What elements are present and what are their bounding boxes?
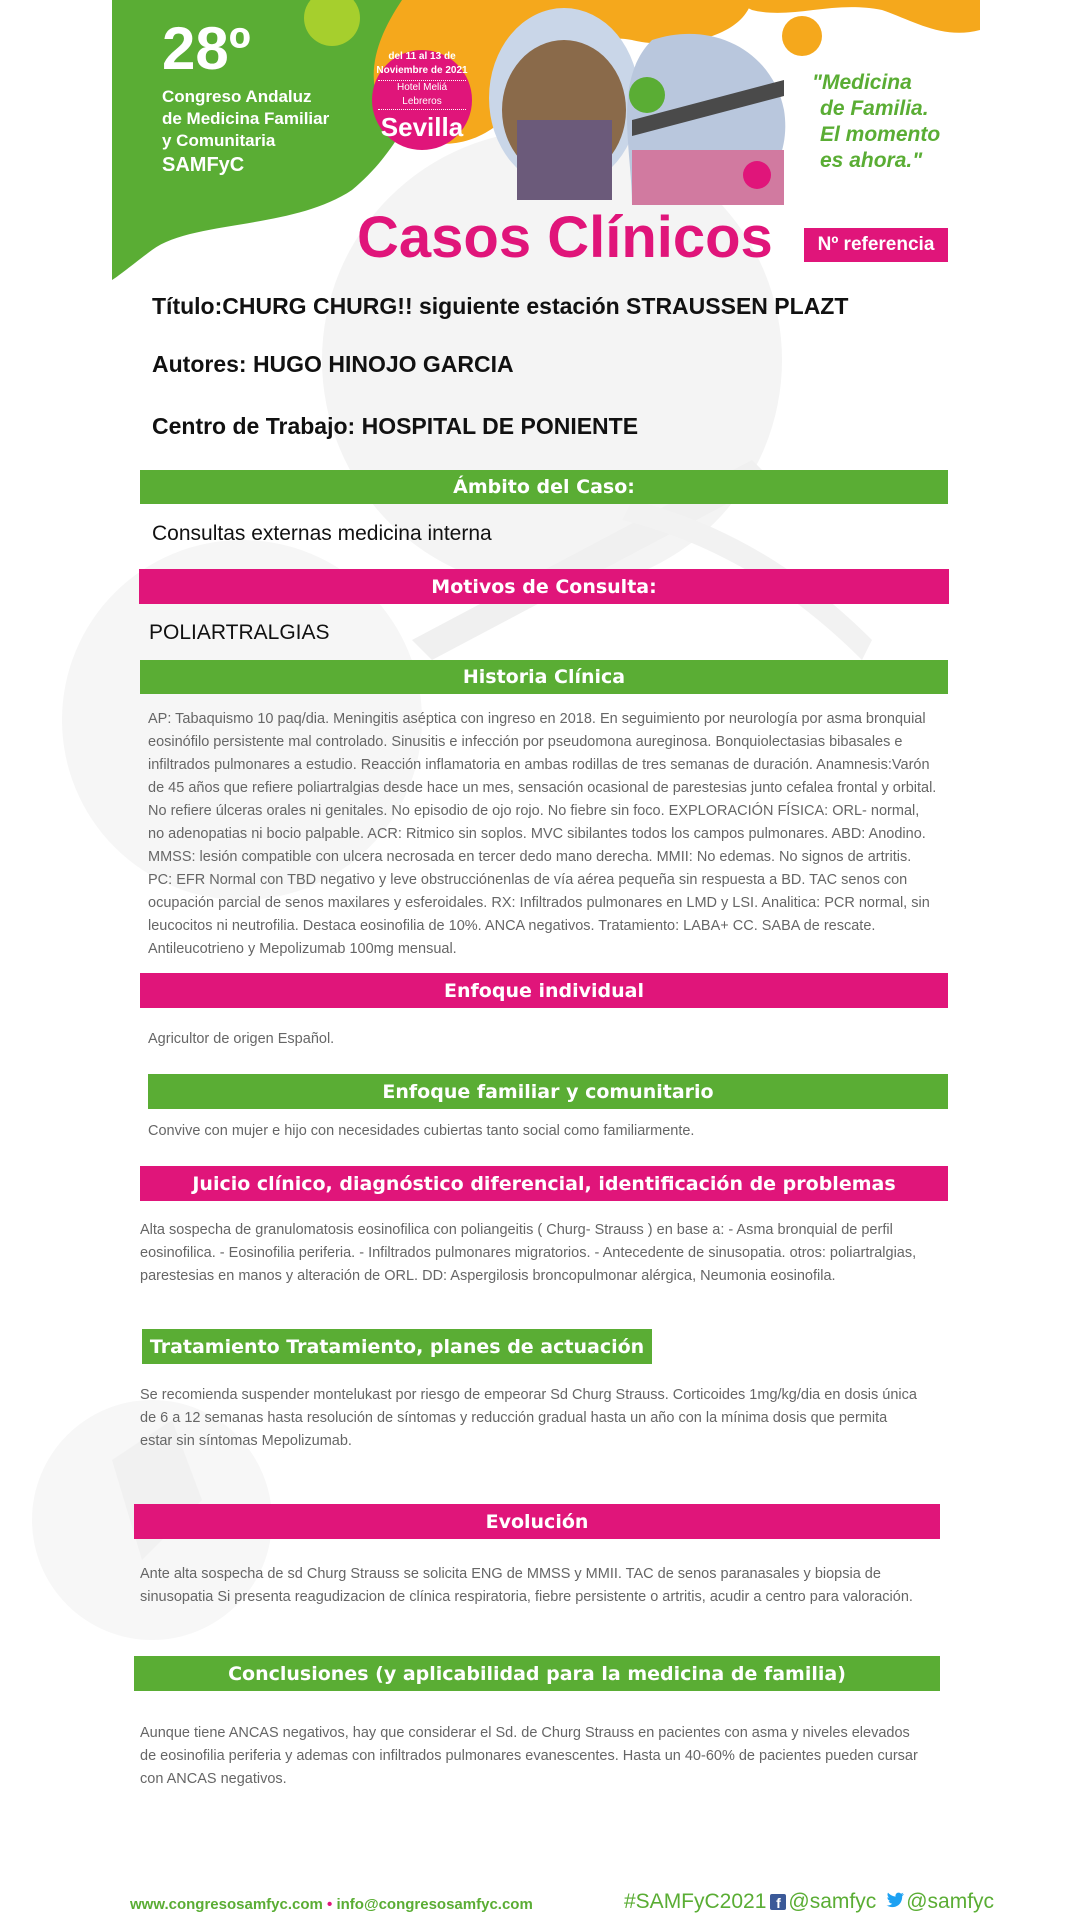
event-dates-badge xyxy=(374,50,470,142)
congress-name-line2: de Medicina Familiar xyxy=(162,109,330,128)
dates-line1: del 11 al 13 de xyxy=(388,51,456,62)
congress-name-line3: y Comunitaria xyxy=(162,131,276,150)
section-text-evolucion: Ante alta sospecha de sd Churg Strauss se solicita ENG de MMSS y MMII. TAC de senos paranasales y biopsia de sinusopatia Si presenta reagudizacion de clínica respiratoria, fiebre persistente o artritis, acudir a centro para valoración. xyxy=(140,1566,913,1605)
section-text-ambito: Consultas externas medicina interna xyxy=(152,522,492,545)
congress-name-line1: Congreso Andaluz xyxy=(162,87,312,106)
case-authors: Autores: HUGO HINOJO GARCIA xyxy=(152,351,514,377)
section-heading-historia: Historia Clínica xyxy=(140,660,948,694)
section-heading-conclusiones: Conclusiones (y aplicabilidad para la medicina de familia) xyxy=(134,1656,940,1691)
section-text-tratamiento: Se recomienda suspender montelukast por riesgo de empeorar Sd Churg Strauss. Corticoides 1mg/kg/dia en dosis única de 6 a 12 semanas hasta resolución de síntomas y reducción gradual hasta un año con la mínima dosis que permita estar sin síntomas Mepolizumab. xyxy=(140,1387,917,1449)
slogan-line1: "Medicina xyxy=(812,71,912,94)
section-text-conclusiones: Aunque tiene ANCAS negativos, hay que considerar el Sd. de Churg Strauss en pacientes con asma y niveles elevados de eosinofilia periferia y ademas con infiltrados pulmonares evanescentes. Hasta un 40-60% de pacientes pueden cursar con ANCAS negativos. xyxy=(140,1725,918,1787)
city: Sevilla xyxy=(380,112,464,142)
edition-number: 28º xyxy=(162,15,251,82)
footer-facebook-handle[interactable]: @samfyc xyxy=(788,1890,877,1913)
congress-org: SAMFyC xyxy=(162,154,245,176)
slogan-line3: El momento xyxy=(820,123,941,146)
section-heading-ambito: Ámbito del Caso: xyxy=(140,470,948,504)
section-heading-individual: Enfoque individual xyxy=(140,973,948,1008)
section-heading-juicio: Juicio clínico, diagnóstico diferencial, identificación de problemas xyxy=(140,1166,948,1201)
case-title: Título:CHURG CHURG!! siguiente estación STRAUSSEN PLAZT xyxy=(152,293,849,319)
section-text-familiar: Convive con mujer e hijo con necesidades cubiertas tanto social como familiarmente. xyxy=(148,1123,695,1139)
twitter-icon[interactable] xyxy=(886,1890,904,1914)
section-heading-familiar: Enfoque familiar y comunitario xyxy=(148,1074,948,1109)
section-text-historia: AP: Tabaquismo 10 paq/dia. Meningitis aséptica con ingreso en 2018. En seguimiento por neurología por asma bronquial eosinófilo persistente mal controlado. Sinusitis e infección por pseudomona aureginosa. Bonquiolectasias bibasales e infiltrados pulmonares a estudio. Reacción inflamatoria en ambas rodillas de tres semanas de duración. Anamnesis:Varón de 45 años que refiere poliartralgias desde hace un mes, sensación ocasional de parestesias junto cefalea frontal y orbital. No refiere úlceras orales ni genitales. No episodio de ojo rojo. No fiebre sin foco. EXPLORACIÓN FÍSICA: ORL- normal, no adenopatias ni bocio palpable. ACR: Ritmico sin soplos. MVC sibilantes todos los campos pulmonares. ABD: Anodino. MMSS: lesión compatible con ulcera necrosada en tercer dedo mano derecha. MMII: No edemas. No signos de artritis. PC: EFR Normal con TBD negativo y leve obstrucciónenlas de vía aérea pequeña sin respuesta a BD. TAC senos con ocupación parcial de senos maxilares y esferoidales. RX: Infiltrados pulmonares en LMD y LSI. Analitica: PCR normal, sin leucocitos ni neutrofilia. Destaca eosinofilia de 10%. ANCA negativos. Tratamiento: LABA+ CC. SABA de rescate. Antileucotrieno y Mepolizumab 100mg mensual. xyxy=(148,711,937,957)
footer-contact xyxy=(130,1896,533,1913)
dates-line2: Noviembre de 2021 xyxy=(376,65,468,76)
facebook-icon[interactable]: f xyxy=(770,1894,786,1910)
section-text-juicio: Alta sospecha de granulomatosis eosinofilica con poliangeitis ( Churg- Strauss ) en base a: - Asma bronquial de perfil eosinofilica. - Eosinofilia periferia. - Infiltrados pulmonares migratorios. - Antecedente de sinusopatia. otros: poliartralgias, parestesias en manos y alteración de ORL. DD: Aspergilosis broncopulmonar alérgica, Neumonia eosinofila. xyxy=(140,1222,917,1284)
footer-email[interactable]: info@congresosamfyc.com xyxy=(336,1896,533,1913)
poster-title: Casos Clínicos xyxy=(357,205,773,270)
footer-website[interactable]: www.congresosamfyc.com xyxy=(130,1896,323,1913)
slogan-line4: es ahora." xyxy=(820,149,923,172)
slogan xyxy=(812,70,940,174)
footer-separator: • xyxy=(327,1896,333,1913)
congress-name xyxy=(162,86,329,178)
section-text-individual: Agricultor de origen Español. xyxy=(148,1031,335,1047)
poster xyxy=(112,0,995,1920)
section-heading-motivos: Motivos de Consulta: xyxy=(139,569,949,604)
venue: Hotel Meliá Lebreros xyxy=(378,80,466,110)
section-heading-evolucion: Evolución xyxy=(134,1504,940,1539)
footer-twitter-handle[interactable]: @samfyc xyxy=(906,1890,995,1913)
case-workplace: Centro de Trabajo: HOSPITAL DE PONIENTE xyxy=(152,413,639,439)
reference-label-box: Nº referencia xyxy=(804,228,948,262)
section-heading-tratamiento: Tratamiento Tratamiento, planes de actuación xyxy=(142,1329,652,1364)
footer-hashtag: #SAMFyC2021 xyxy=(624,1890,767,1913)
footer-social xyxy=(624,1890,994,1914)
section-text-motivos: POLIARTRALGIAS xyxy=(149,621,330,644)
slogan-line2: de Familia. xyxy=(820,97,929,120)
